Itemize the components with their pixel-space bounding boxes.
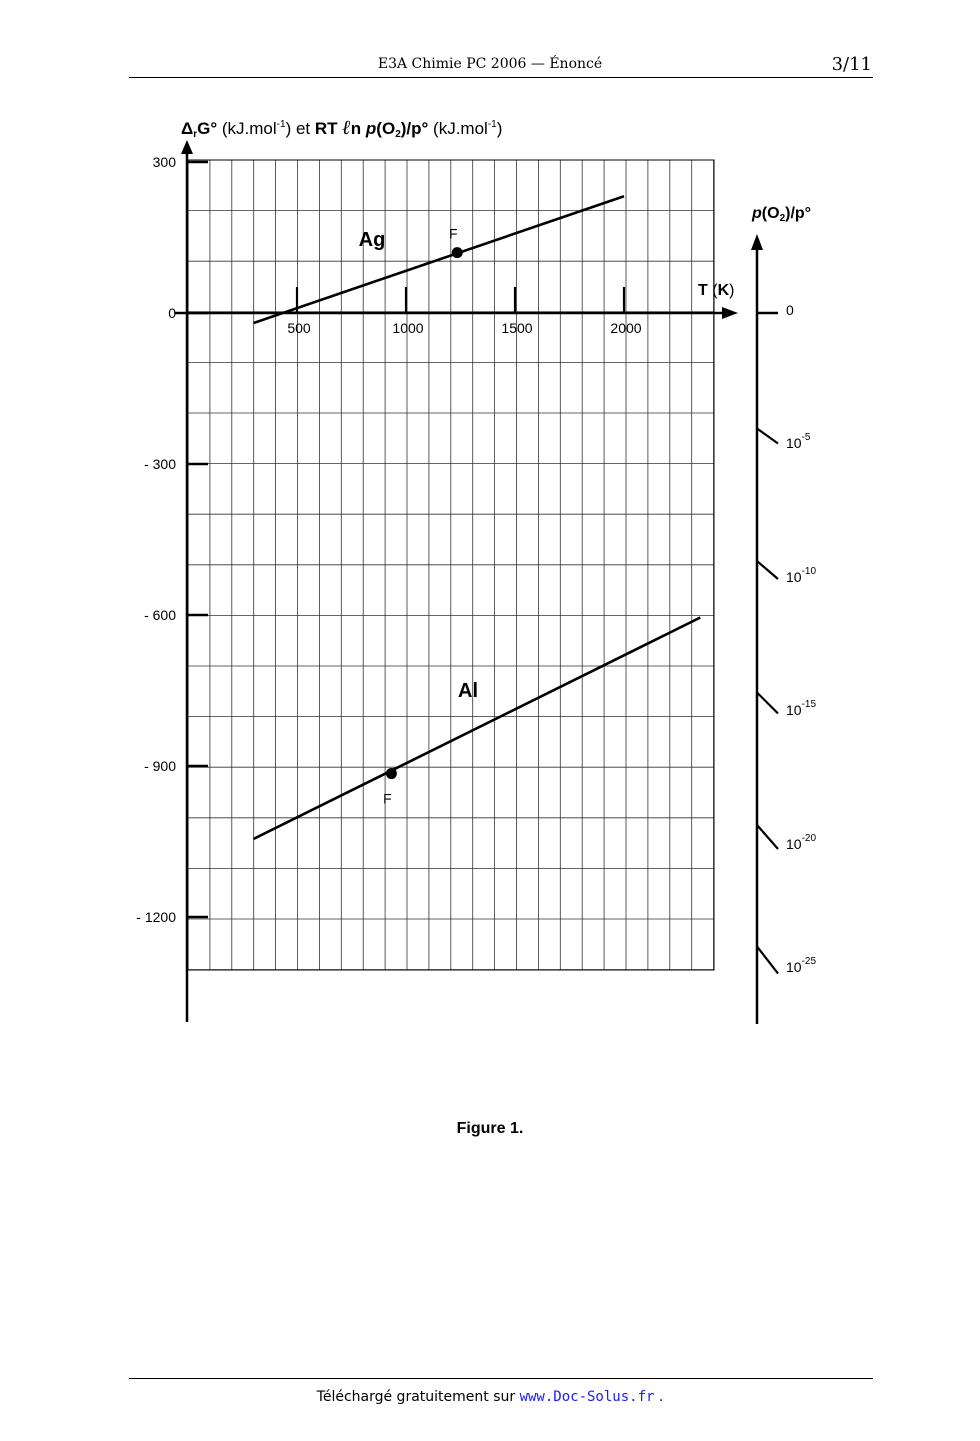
right-tick: [757, 561, 778, 579]
right-tick-label: $10^{-15}$: [786, 699, 817, 718]
point-f-al: [386, 768, 397, 779]
footer-rule: [129, 1378, 873, 1379]
x-tick-label: 2000: [610, 320, 642, 336]
footer-link[interactable]: www.Doc-Solus.fr: [519, 1389, 655, 1405]
point-label-f-ag: F: [448, 225, 458, 242]
right-tick-label: $10^{-5}$: [786, 432, 811, 451]
page-number: 3/11: [831, 54, 872, 75]
x-tick-label: 1500: [501, 320, 533, 336]
figure-caption: Figure 1.: [456, 1120, 524, 1137]
page-footer: [0, 1389, 980, 1405]
x-tick-label: 500: [287, 320, 311, 336]
y-tick-label: 0: [168, 305, 176, 321]
right-tick-label: $10^{-20}$: [786, 833, 817, 852]
right-axis-label: p(O2)/p°: [752, 205, 812, 224]
y-tick-label: 300: [152, 154, 176, 170]
y-tick-label: - 600: [144, 607, 176, 623]
y-axis-label: ΔrG° (kJ.mol$^{-1}$) et RT ℓn p(O2)/p° (kJ.mol$^{-1}$): [181, 115, 503, 140]
right-axis-arrow: [751, 234, 763, 250]
right-tick-label: 0: [786, 302, 794, 318]
page-header-title: E3A Chimie PC 2006 — Énoncé: [377, 56, 603, 72]
right-tick-label: $10^{-25}$: [786, 956, 817, 975]
chart-series: [253, 196, 700, 839]
series-label-ag: Ag: [358, 229, 386, 251]
right-tick: [757, 429, 778, 444]
chart-grid: [188, 160, 714, 970]
right-axis: [751, 205, 816, 1024]
footer-suffix: .: [654, 1389, 664, 1405]
x-axis-label: T (K): [698, 282, 735, 299]
y-axis-arrow: [181, 140, 193, 154]
y-tick-label: - 1200: [136, 909, 176, 925]
footer-text: Téléchargé gratuitement sur: [316, 1389, 516, 1405]
right-tick-label: $10^{-10}$: [786, 566, 817, 585]
point-label-f-al: F: [383, 790, 392, 807]
series-label-al: Al: [458, 680, 478, 702]
right-tick: [757, 693, 778, 714]
y-tick-label: - 900: [144, 758, 176, 774]
series-line-al: [253, 618, 700, 839]
x-axis-arrow: [722, 307, 738, 319]
chart-labels: [181, 115, 734, 807]
right-tick: [757, 947, 778, 974]
y-tick-label: - 300: [144, 456, 176, 472]
series-line-ag: [253, 196, 624, 323]
point-f-ag: [452, 247, 463, 258]
right-tick: [757, 825, 778, 849]
x-tick-label: 1000: [392, 320, 424, 336]
